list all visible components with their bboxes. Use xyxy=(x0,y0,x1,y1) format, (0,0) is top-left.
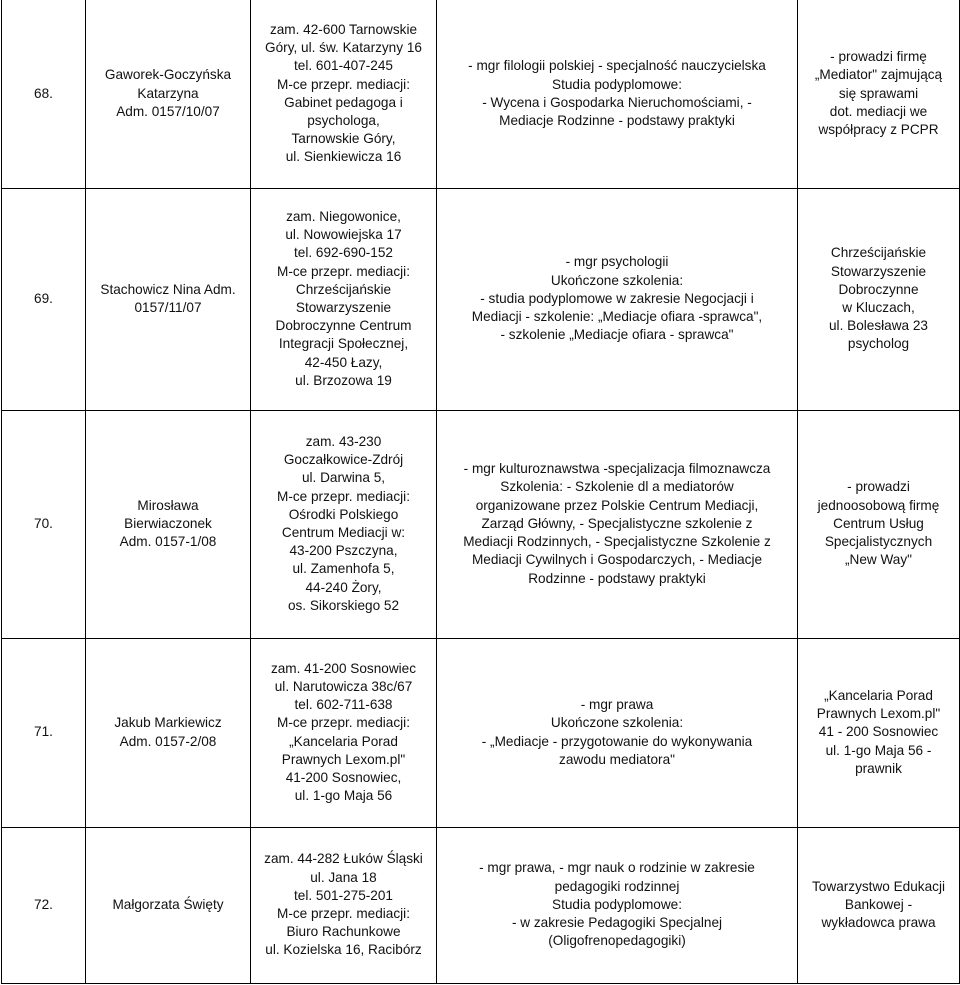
cell-qualifications-line: (Oligofrenopedagogiki) xyxy=(548,933,686,949)
cell-notes-line: Bankowej - xyxy=(844,896,913,912)
cell-address-line: M-ce przepr. mediacji: xyxy=(277,715,410,731)
cell-notes xyxy=(798,638,960,827)
cell-qualifications-line: organizowane przez Polskie Centrum Mediacji, xyxy=(475,497,759,513)
cell-address-line: M-ce przepr. mediacji: xyxy=(277,76,410,92)
cell-address-line: M-ce przepr. mediacji: xyxy=(277,906,410,921)
cell-qualifications-line: - mgr prawa xyxy=(580,697,654,713)
cell-qualifications-line: Ukończone szkolenia: xyxy=(550,272,684,288)
cell-name-line: Mirosława xyxy=(137,497,199,513)
cell-notes-line: ul. Bolesława 23 xyxy=(829,318,928,334)
cell-qualifications-line: Zarząd Główny, - Specjalistyczne szkolenie z xyxy=(481,515,753,531)
cell-qualifications-line: - mgr kulturoznawstwa -specjalizacja filmoznawcza xyxy=(463,461,771,477)
cell-address-line: tel. 501-275-201 xyxy=(293,887,393,903)
cell-address-line: ul. Kozielska 16, Racibórz xyxy=(265,942,422,958)
cell-address-line: zam. 42-600 Tarnowskie xyxy=(269,21,418,37)
cell-notes-line: Chrześcijańskie xyxy=(830,245,927,261)
cell-address-line: zam. Niegowonice, xyxy=(286,208,401,224)
cell-number: 70. xyxy=(2,410,86,638)
cell-address-line: zam. 43-230 xyxy=(305,433,382,449)
cell-name-line: Katarzyna xyxy=(137,85,199,101)
cell-address-line: ul. Nowowiejska 17 xyxy=(285,227,402,243)
cell-qualifications-line: Mediacji Rodzinnych, - Specjalistyczne Szkolenie z xyxy=(463,534,771,550)
table-row xyxy=(2,188,960,410)
cell-address-line: zam. 41-200 Sosnowiec xyxy=(270,660,417,676)
cell-address-line: 43-200 Pszczyna, xyxy=(289,543,398,559)
cell-address-line: Centrum Mediacji w: xyxy=(281,525,406,540)
cell-notes-line: współpracy z PCPR xyxy=(818,122,939,138)
cell-name-line: Stachowicz Nina Adm. xyxy=(100,281,236,297)
cell-address-line: Gabinet pedagoga i xyxy=(284,94,403,110)
cell-qualifications-line: - mgr psychologii xyxy=(565,254,669,270)
cell-number: 68. xyxy=(2,0,86,188)
cell-notes-line: się sprawami xyxy=(838,85,919,101)
cell-name xyxy=(86,638,251,827)
cell-name-line: Bierwiaczonek xyxy=(124,515,212,531)
cell-notes-line: „Kancelaria Porad xyxy=(824,687,933,703)
cell-address-line: Chrześcijańskie xyxy=(295,281,392,297)
cell-qualifications-line: - „Mediacje - przygotowanie do wykonywania xyxy=(481,733,753,749)
cell-address-line: tel. 602-711-638 xyxy=(294,697,393,713)
cell-notes-line: 41 - 200 Sosnowiec xyxy=(818,724,939,740)
cell-qualifications-line: Ukończone szkolenia: xyxy=(550,715,684,731)
cell-address-line: 44-240 Żory, xyxy=(305,579,382,595)
cell-address xyxy=(251,188,437,410)
cell-address-line: Góry, ul. św. Katarzyny 16 xyxy=(265,40,422,56)
cell-address xyxy=(251,827,437,983)
cell-address-line: ul. Darwina 5, xyxy=(301,470,386,486)
cell-notes xyxy=(798,188,960,410)
cell-name-line: Jakub Markiewicz xyxy=(114,715,222,731)
cell-address-line: ul. Zamenhofa 5, xyxy=(292,561,395,577)
mediators-table xyxy=(1,0,960,984)
cell-qualifications-line: Rodzinne - podstawy praktyki xyxy=(528,570,706,586)
cell-address-line: Tarnowskie Góry, xyxy=(291,131,396,147)
cell-qualifications-line: Szkolenia: - Szkolenie dl a mediatorów xyxy=(500,479,734,495)
cell-address-line: 42-450 Łazy, xyxy=(304,354,383,370)
cell-notes xyxy=(798,827,960,983)
cell-address-line: zam. 44-282 Łuków Śląski xyxy=(264,851,423,867)
cell-notes-line: wykładowca prawa xyxy=(821,915,936,931)
cell-qualifications-line: - w zakresie Pedagogiki Specjalnej xyxy=(511,915,723,931)
cell-qualifications xyxy=(437,827,798,983)
cell-notes-line: jednoosobową firmę xyxy=(817,497,940,513)
cell-name xyxy=(86,410,251,638)
cell-number: 71. xyxy=(2,638,86,827)
cell-address-line: psychologa, xyxy=(307,112,380,128)
cell-address-line: tel. 692-690-152 xyxy=(293,245,393,261)
cell-notes-line: - prowadzi firmę xyxy=(830,49,927,65)
cell-name-line: Adm. 0157-2/08 xyxy=(119,733,217,749)
cell-qualifications-line: Studia podyplomowe: xyxy=(552,896,682,912)
table-row xyxy=(2,638,960,827)
cell-address-line: ul. Sienkiewicza 16 xyxy=(285,149,402,165)
cell-notes-line: „New Way" xyxy=(844,552,912,568)
cell-address xyxy=(251,638,437,827)
cell-qualifications xyxy=(437,638,798,827)
table-row xyxy=(2,410,960,638)
cell-qualifications xyxy=(437,188,798,410)
cell-name-line: Małgorzata Święty xyxy=(112,896,224,912)
cell-address-line: Stowarzyszenie xyxy=(295,300,392,315)
cell-address-line: ul. Narutowicza 38c/67 xyxy=(274,678,413,694)
cell-notes xyxy=(798,410,960,638)
cell-address xyxy=(251,410,437,638)
cell-name xyxy=(86,0,251,188)
cell-name xyxy=(86,827,251,983)
cell-address-line: „Kancelaria Porad xyxy=(289,733,398,749)
cell-address-line: ul. 1-go Maja 56 xyxy=(294,788,393,804)
cell-address-line: tel. 601-407-245 xyxy=(293,58,393,74)
cell-address xyxy=(251,0,437,188)
table-row xyxy=(2,827,960,983)
cell-name-line: Adm. 0157-1/08 xyxy=(119,534,217,550)
cell-qualifications-line: Mediacje Rodzinne - podstawy praktyki xyxy=(499,112,735,128)
cell-name-line: Adm. 0157/10/07 xyxy=(116,103,220,119)
cell-address-line: Dobroczynne Centrum xyxy=(275,318,412,334)
cell-qualifications-line: - studia podyplomowe w zakresie Negocjacji i xyxy=(480,290,754,306)
cell-address-line: ul. Brzozowa 19 xyxy=(295,372,392,388)
cell-notes-line: Prawnych Lexom.pl" xyxy=(816,706,941,722)
cell-number: 72. xyxy=(2,827,86,983)
cell-qualifications-line: pedagogiki rodzinnej xyxy=(554,878,680,894)
cell-qualifications-line: Studia podyplomowe: xyxy=(552,76,682,92)
cell-qualifications xyxy=(437,0,798,188)
cell-notes-line: Centrum Usług xyxy=(833,515,924,531)
cell-address-line: os. Sikorskiego 52 xyxy=(287,597,400,613)
cell-name-line: 0157/11/07 xyxy=(134,300,202,315)
cell-qualifications-line: - szkolenie „Mediacje ofiara - sprawca" xyxy=(500,327,734,343)
cell-address-line: Integracji Społecznej, xyxy=(278,336,409,352)
cell-qualifications-line: Mediacji - szkolenie: „Mediacje ofiara -sprawca", xyxy=(471,309,763,325)
cell-address-line: Prawnych Lexom.pl" xyxy=(281,751,406,767)
cell-notes-line: Dobroczynne xyxy=(838,281,919,297)
cell-name xyxy=(86,188,251,410)
cell-notes-line: Stowarzyszenie xyxy=(830,263,927,279)
cell-notes-line: ul. 1-go Maja 56 - xyxy=(825,742,932,758)
cell-qualifications-line: - mgr filologii polskiej - specjalność nauczycielska xyxy=(468,58,766,74)
cell-address-line: Biuro Rachunkowe xyxy=(286,924,401,940)
cell-notes-line: prawnik xyxy=(855,760,902,776)
cell-notes-line: w Kluczach, xyxy=(842,300,915,315)
cell-address-line: ul. Jana 18 xyxy=(310,869,377,885)
cell-notes-line: psycholog xyxy=(847,336,910,352)
cell-qualifications xyxy=(437,410,798,638)
cell-notes-line: Specjalistycznych xyxy=(824,534,933,550)
cell-notes-line: dot. mediacji we xyxy=(829,103,928,119)
cell-qualifications-line: - mgr prawa, - mgr nauk o rodzinie w zakresie xyxy=(479,860,755,876)
cell-address-line: M-ce przepr. mediacji: xyxy=(277,488,410,504)
cell-address-line: Goczałkowice-Zdrój xyxy=(283,452,404,468)
cell-number: 69. xyxy=(2,188,86,410)
cell-address-line: 41-200 Sosnowiec, xyxy=(285,769,402,785)
cell-notes-line: „Mediator" zajmującą xyxy=(814,67,943,83)
cell-notes-line: - prowadzi xyxy=(847,479,910,495)
cell-notes-line: Towarzystwo Edukacji xyxy=(812,878,945,894)
cell-qualifications-line: Mediacji Cywilnych i Gospodarczych, - Mediacje xyxy=(471,552,763,568)
cell-notes xyxy=(798,0,960,188)
cell-qualifications-line: - Wycena i Gospodarka Nieruchomościami, - xyxy=(482,94,752,110)
mediators-table-body xyxy=(2,0,960,983)
cell-address-line: M-ce przepr. mediacji: xyxy=(277,263,410,279)
table-row xyxy=(2,0,960,188)
cell-name-line: Gaworek-Goczyńska xyxy=(104,67,232,83)
cell-qualifications-line: zawodu mediatora" xyxy=(559,751,675,767)
cell-address-line: Ośrodki Polskiego xyxy=(288,506,399,522)
